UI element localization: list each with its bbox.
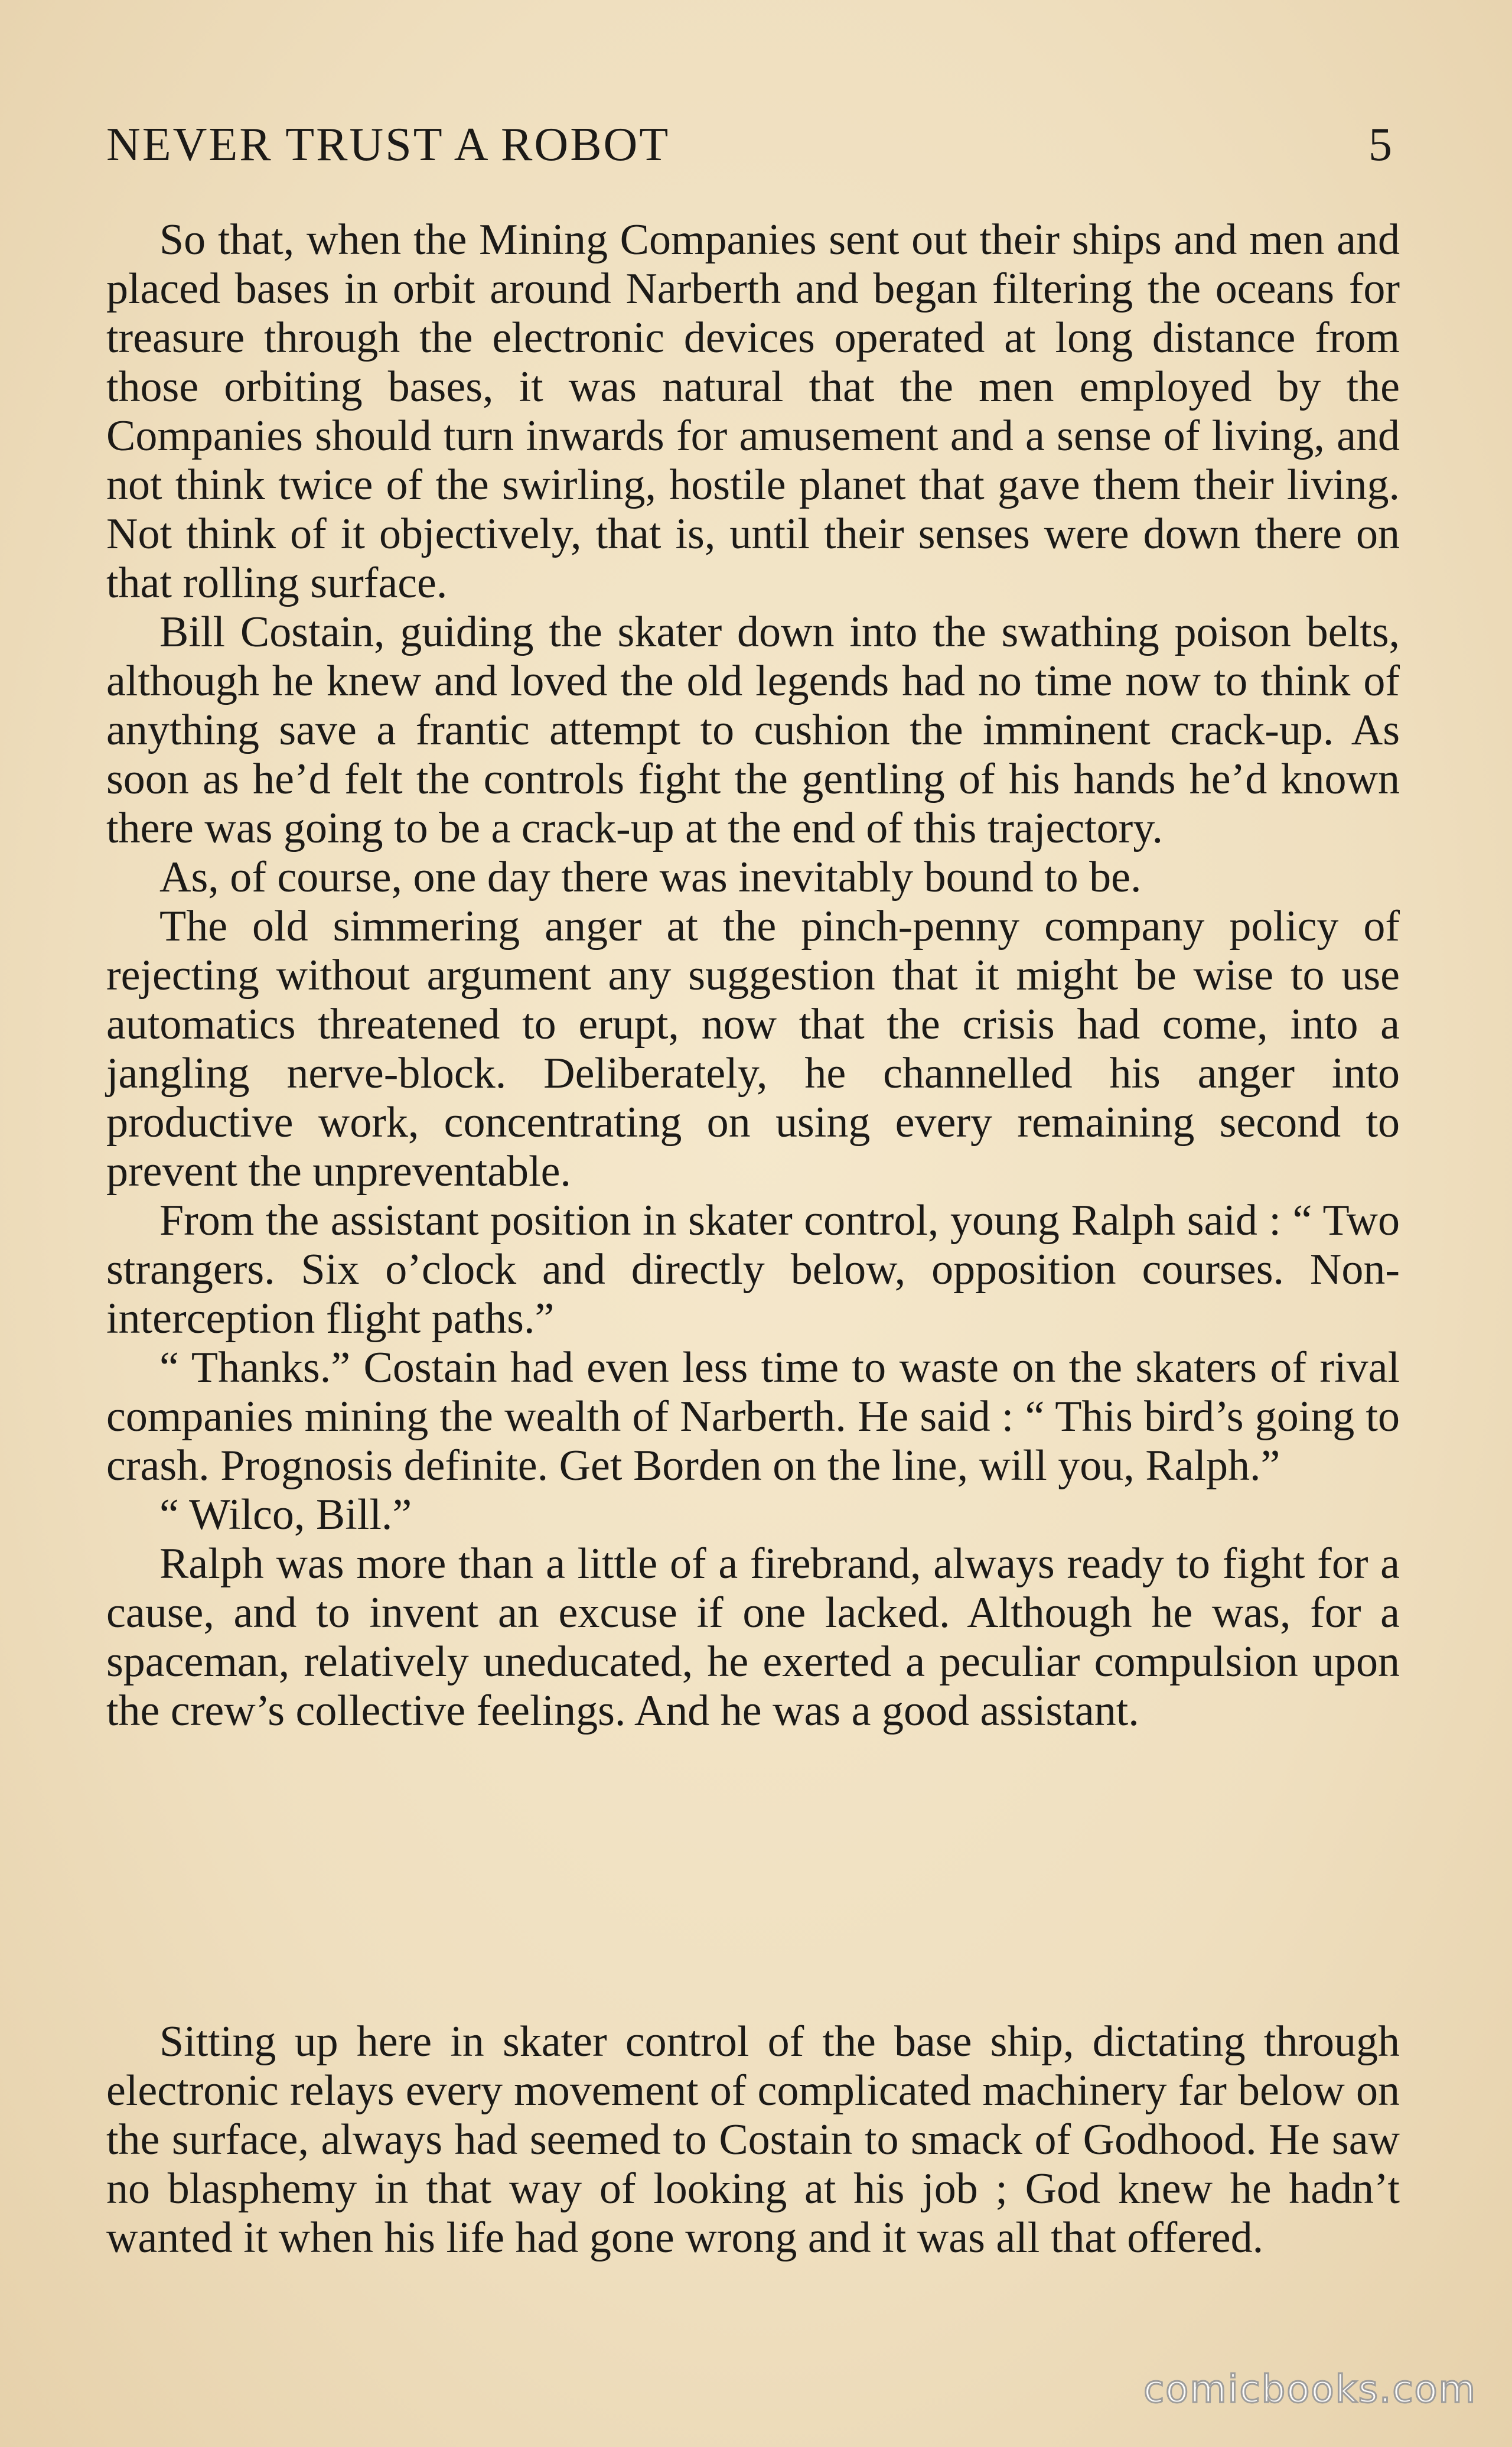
paragraph: “ Thanks.” Costain had even less time to waste on the skaters of rival companies mining the wealth of Narberth. He said : “ This bird’s going to crash. Prognosis definite. Get Borden on the line, will you, Ralph.”: [106, 1343, 1400, 1490]
paragraph: From the assistant position in skater control, young Ralph said : “ Two strangers. Six o’clock and directly below, opposition courses. Non-interception flight paths.”: [106, 1196, 1400, 1343]
paragraph: So that, when the Mining Companies sent out their ships and men and placed bases in orbit around Narberth and began filtering the oceans for treasure through the electronic devices operated at long distance from those orbiting bases, it was natural that the men employed by the Companies should turn inwards for amusement and a sense of living, and not think twice of the swirling, hostile planet that gave them their living. Not think of it objectively, that is, until their senses were down there on that rolling surface.: [106, 216, 1400, 607]
page-number: 5: [1368, 118, 1394, 171]
running-title: NEVER TRUST A ROBOT: [106, 118, 670, 171]
paragraph: Sitting up here in skater control of the base ship, dictating through electronic relays every movement of complicated machinery far below on the surface, always had seemed to Costain to smack of Godhood. He saw no blasphemy in that way of looking at his job ; God knew he hadn’t wanted it when his life had gone wrong and it was all that offered.: [106, 2018, 1400, 2262]
paragraph: The old simmering anger at the pinch-penny company policy of rejecting without argument any suggestion that it might be wise to use automatics threatened to erupt, now that the crisis had come, into a jangling nerve-block. Deliberately, he channelled his anger into productive work, concentrating on using every remaining second to prevent the unpreventable.: [106, 902, 1400, 1196]
paragraph: Bill Costain, guiding the skater down into the swathing poison belts, although he knew and loved the old legends had no time now to think of anything save a frantic attempt to cushion the imminent crack-up. As soon as he’d felt the controls fight the gentling of his hands he’d known there was going to be a crack-up at the end of this trajectory.: [106, 608, 1400, 852]
text-block-main: [106, 216, 1400, 1736]
paragraph: As, of course, one day there was inevitably bound to be.: [159, 853, 1142, 902]
paragraph: “ Wilco, Bill.”: [159, 1491, 412, 1539]
paragraph: Ralph was more than a little of a firebrand, always ready to fight for a cause, and to invent an excuse if one lacked. Although he was, for a spaceman, relatively uneducated, he exerted a peculiar compulsion upon the crew’s collective feelings. And he was a good assistant.: [106, 1540, 1400, 1735]
running-header: [106, 112, 1394, 177]
text-block-section-break: [106, 2018, 1400, 2263]
watermark-logo: comicbooks.com: [1143, 2368, 1477, 2412]
